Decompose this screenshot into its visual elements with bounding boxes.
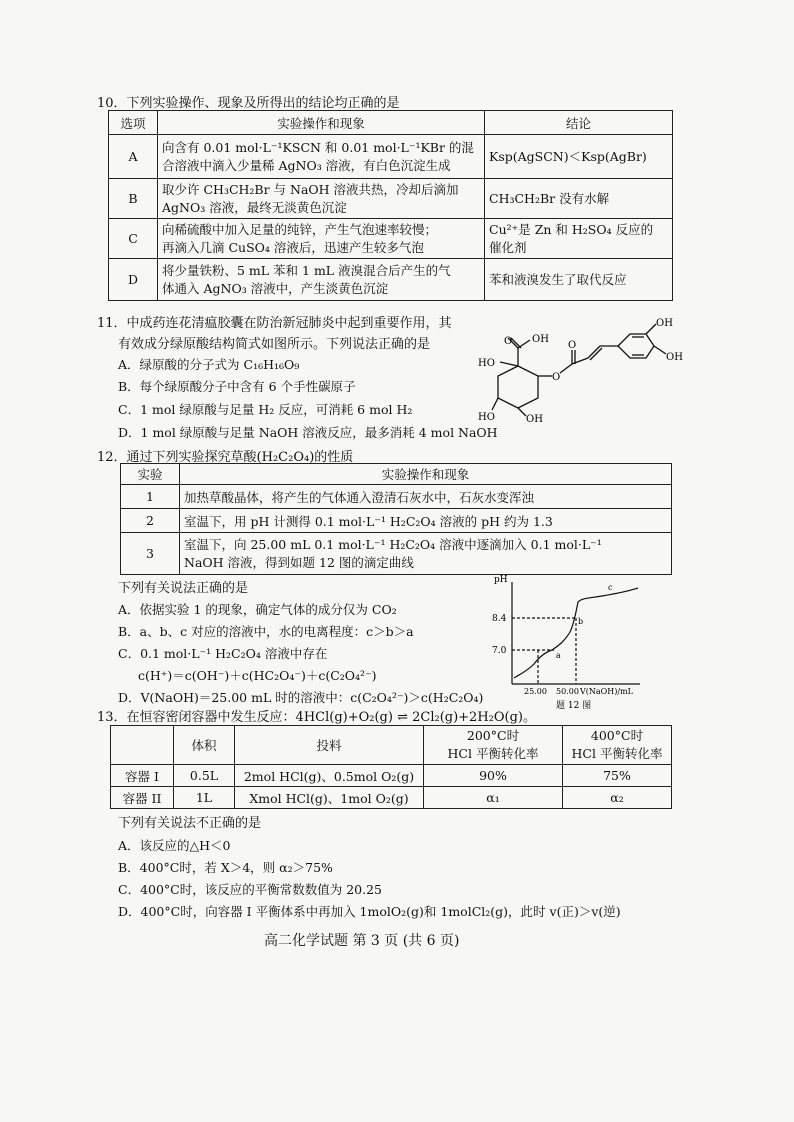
q12-stem: 下列有关说法正确的是 — [118, 581, 249, 596]
phenol-oh-2-label: OH — [666, 352, 683, 363]
row-rate-400: α₂ — [563, 787, 672, 809]
q10-header-conclusion: 结论 — [485, 111, 673, 135]
q13-option-b: B．400°C时，若 X＞4，则 α₂＞75% — [118, 860, 333, 875]
ho-label: HO — [478, 358, 495, 369]
q11-option-c: C．1 mol 绿原酸与足量 H₂ 反应，可消耗 6 mol H₂ — [118, 402, 413, 417]
row-operation — [158, 219, 485, 259]
text-line: Cu²⁺是 Zn 和 H₂SO₄ 反应的 — [489, 221, 654, 237]
text-line: 苯和液溴发生了取代反应 — [489, 271, 627, 287]
row-volume: 0.5L — [174, 765, 235, 787]
text-line: HCl 平衡转化率 — [447, 746, 539, 761]
y-tick-8-4: 8.4 — [492, 614, 507, 624]
q12-table — [120, 463, 672, 575]
row-number: 1 — [121, 485, 180, 509]
q11-line1: 11．中成药连花清瘟胶囊在防治新冠肺炎中起到重要作用，其 — [97, 316, 452, 331]
table-row — [121, 533, 672, 575]
titration-chart — [490, 574, 650, 714]
text-line: 取少许 CH₃CH₂Br 与 NaOH 溶液共热，冷却后滴加 — [162, 181, 459, 197]
q11-line2: 有效成分绿原酸结构简式如图所示。下列说法正确的是 — [118, 337, 431, 352]
row-rate-200: 90% — [424, 765, 563, 787]
chart-caption: 题 12 图 — [556, 701, 592, 711]
q13-header-volume: 体积 — [174, 726, 235, 765]
q13-header-empty — [111, 726, 174, 765]
point-b-label: b — [578, 617, 584, 626]
table-row — [111, 765, 672, 787]
q13-option-d: D．400°C时，向容器 I 平衡体系中再加入 1molO₂(g)和 1molCl₂(g)，此时 v(正)＞v(逆) — [118, 904, 621, 919]
ho-bottom-label: HO — [478, 412, 495, 423]
page-footer: 高二化学试题 第 3 页 (共 6 页) — [264, 933, 460, 949]
q12-header-exp: 实验 — [121, 464, 180, 485]
q10-table — [108, 110, 673, 301]
table-row — [109, 135, 673, 179]
x-tick-50: 50.00 — [556, 687, 579, 696]
text-line: NaOH 溶液，得到如题 12 图的滴定曲线 — [184, 554, 414, 570]
text-line: 400°C时 — [590, 728, 644, 743]
q10-title: 10．下列实验操作、现象及所得出的结论均正确的是 — [97, 96, 400, 111]
text-line: Ksp(AgSCN)＜Ksp(AgBr) — [489, 148, 647, 164]
q12-option-b: B．a、b、c 对应的溶液中，水的电离程度：c＞b＞a — [118, 624, 414, 639]
row-feed: Xmol HCl(g)、1mol O₂(g) — [235, 787, 424, 809]
q13-header-200 — [424, 726, 563, 765]
q10-header-operation: 实验操作和现象 — [158, 111, 485, 135]
row-conclusion — [485, 179, 673, 219]
q10-header-option: 选项 — [109, 111, 158, 135]
point-c-label: c — [608, 583, 613, 592]
table-row — [121, 509, 672, 533]
text-line: 室温下，向 25.00 mL 0.1 mol·L⁻¹ H₂C₂O₄ 溶液中逐滴加入 0.1 mol·L⁻¹ — [184, 536, 602, 552]
q12-option-d: D．V(NaOH)＝25.00 mL 时的溶液中：c(C₂O₄²⁻)＞c(H₂C₂O₄) — [118, 690, 484, 705]
row-operation — [158, 135, 485, 179]
q11-option-b: B．每个绿原酸分子中含有 6 个手性碳原子 — [118, 379, 356, 394]
text-line: 合溶液中滴入少量稀 AgNO₃ 溶液，有白色沉淀生成 — [162, 157, 451, 173]
ester-carbonyl-o-label: O — [568, 340, 577, 351]
row-option: A — [109, 135, 158, 179]
text-line: 催化剂 — [489, 239, 527, 255]
q13-option-a: A．该反应的△H＜0 — [118, 838, 231, 853]
text-line: 向含有 0.01 mol·L⁻¹KSCN 和 0.01 mol·L⁻¹KBr 的混 — [162, 139, 474, 155]
q13-header-400 — [563, 726, 672, 765]
row-conclusion — [485, 135, 673, 179]
row-option: C — [109, 219, 158, 259]
table-row — [109, 179, 673, 219]
text-line: 向稀硫酸中加入足量的纯锌，产生气泡速率较慢； — [162, 221, 438, 237]
row-name: 容器 I — [111, 765, 174, 787]
row-operation — [158, 259, 485, 301]
q13-title: 13．在恒容密闭容器中发生反应：4HCl(g)+O₂(g) ⇌ 2Cl₂(g)+2H₂O(g)。 — [97, 710, 536, 725]
y-axis-label: pH — [494, 575, 508, 585]
point-a-label: a — [556, 651, 561, 660]
row-number: 2 — [121, 509, 180, 533]
row-operation — [158, 179, 485, 219]
q13-header-feed: 投料 — [235, 726, 424, 765]
text-line: HCl 平衡转化率 — [571, 746, 663, 761]
row-option: B — [109, 179, 158, 219]
q13-option-c: C．400°C时，该反应的平衡常数数值为 20.25 — [118, 882, 382, 897]
q12-option-c: C．0.1 mol·L⁻¹ H₂C₂O₄ 溶液中存在 — [118, 646, 328, 661]
q11-option-d: D．1 mol 绿原酸与足量 NaOH 溶液反应，最多消耗 4 mol NaOH — [118, 425, 498, 440]
text-line: AgNO₃ 溶液，最终无淡黄色沉淀 — [162, 199, 347, 215]
row-operation: 室温下，用 pH 计测得 0.1 mol·L⁻¹ H₂C₂O₄ 溶液的 pH 约为 1.3 — [180, 509, 672, 533]
q12-option-c-expr: c(H⁺)＝c(OH⁻)＋c(HC₂O₄⁻)＋c(C₂O₄²⁻) — [138, 668, 377, 683]
row-feed: 2mol HCl(g)、0.5mol O₂(g) — [235, 765, 424, 787]
row-number: 3 — [121, 533, 180, 575]
row-conclusion — [485, 259, 673, 301]
carbonyl-o-label: O — [504, 336, 513, 347]
x-axis-label: V(NaOH)/mL — [580, 687, 633, 696]
oh-bottom-label: OH — [526, 414, 543, 423]
table-row — [121, 485, 672, 509]
row-volume: 1L — [174, 787, 235, 809]
row-conclusion — [485, 219, 673, 259]
q11-option-a: A．绿原酸的分子式为 C₁₆H₁₆O₉ — [118, 357, 300, 372]
text-line: 200°C时 — [466, 728, 520, 743]
row-operation: 加热草酸晶体，将产生的气体通入澄清石灰水中，石灰水变浑浊 — [180, 485, 672, 509]
ester-o-label: O — [552, 372, 561, 383]
row-option: D — [109, 259, 158, 301]
table-row — [109, 259, 673, 301]
text-line: 体通入 AgNO₃ 溶液中，产生淡黄色沉淀 — [162, 280, 389, 296]
cooh-oh-label: OH — [532, 334, 549, 345]
x-tick-25: 25.00 — [524, 687, 547, 696]
q12-title: 12．通过下列实验探究草酸(H₂C₂O₄)的性质 — [97, 450, 354, 465]
q12-option-a: A．依据实验 1 的现象，确定气体的成分仅为 CO₂ — [118, 602, 397, 617]
q13-table — [110, 725, 672, 809]
row-rate-200: α₁ — [424, 787, 563, 809]
table-row — [109, 219, 673, 259]
table-row — [111, 787, 672, 809]
row-operation — [180, 533, 672, 575]
y-tick-7-0: 7.0 — [492, 646, 507, 656]
text-line: 再滴入几滴 CuSO₄ 溶液后，迅速产生较多气泡 — [162, 239, 424, 255]
q12-header-operation: 实验操作和现象 — [180, 464, 672, 485]
q13-stem: 下列有关说法不正确的是 — [118, 816, 262, 831]
text-line: CH₃CH₂Br 没有水解 — [489, 190, 610, 206]
row-name: 容器 II — [111, 787, 174, 809]
phenol-oh-1-label: OH — [656, 318, 673, 329]
row-rate-400: 75% — [563, 765, 672, 787]
text-line: 将少量铁粉、5 mL 苯和 1 mL 液溴混合后产生的气 — [162, 262, 451, 278]
chlorogenic-acid-structure — [470, 318, 710, 423]
